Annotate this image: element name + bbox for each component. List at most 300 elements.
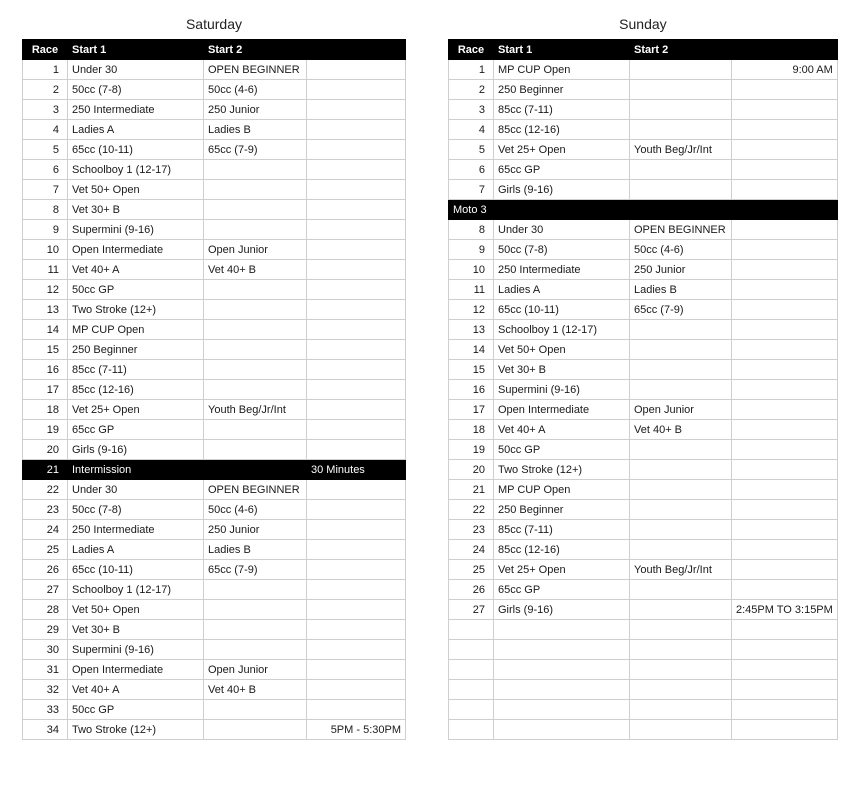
start-1-class: Open Intermediate [68,660,204,680]
time-note [732,720,838,740]
start-1-class: 50cc GP [68,280,204,300]
time-note [307,140,406,160]
race-number: 20 [23,440,68,460]
start-2-class [204,340,307,360]
race-number: 24 [23,520,68,540]
header-start-1: Start 1 [68,40,204,60]
time-note [732,140,838,160]
saturday-rows [23,60,406,740]
race-number: 14 [23,320,68,340]
start-1-class: 65cc GP [494,160,630,180]
start-1-class: Under 30 [68,60,204,80]
table-row [23,480,406,500]
race-number: 10 [23,240,68,260]
race-number: 20 [449,460,494,480]
table-row [23,280,406,300]
time-note [307,540,406,560]
table-row [23,120,406,140]
start-2-class [204,600,307,620]
start-1-class: 50cc GP [68,700,204,720]
time-note [732,160,838,180]
start-2-class: OPEN BEGINNER [204,480,307,500]
time-note [307,340,406,360]
table-row [23,680,406,700]
time-note [732,320,838,340]
time-note [732,340,838,360]
start-1-class [494,660,630,680]
table-row [23,220,406,240]
start-1-class [494,720,630,740]
time-note [732,220,838,240]
table-row [23,160,406,180]
time-note [307,620,406,640]
race-number: 4 [449,120,494,140]
start-2-class [630,620,732,640]
time-note [732,440,838,460]
start-2-class [630,580,732,600]
start-2-class [630,600,732,620]
start-2-class [204,280,307,300]
start-1-class: 65cc (10-11) [494,300,630,320]
start-1-class: Open Intermediate [494,400,630,420]
time-note [307,280,406,300]
start-2-class [630,680,732,700]
race-number: 13 [449,320,494,340]
start-1-class: Vet 30+ B [68,200,204,220]
table-row [23,420,406,440]
table-row [449,120,838,140]
race-number: 26 [23,560,68,580]
start-1-class [494,700,630,720]
time-note: 5PM - 5:30PM [307,720,406,740]
time-note [732,180,838,200]
start-2-class: 250 Junior [204,520,307,540]
start-2-class: Vet 40+ B [204,260,307,280]
table-row [449,140,838,160]
table-row [449,380,838,400]
time-note [732,560,838,580]
time-note [307,500,406,520]
header-start-2: Start 2 [630,40,732,60]
start-1-class: Vet 25+ Open [68,400,204,420]
race-number: 15 [23,340,68,360]
time-note [307,120,406,140]
race-number: 5 [23,140,68,160]
race-number: 2 [23,80,68,100]
time-note [307,200,406,220]
start-2-class [204,320,307,340]
time-note [307,240,406,260]
start-2-class: Ladies B [204,540,307,560]
start-1-class: 85cc (7-11) [494,520,630,540]
time-note [732,240,838,260]
time-note [732,380,838,400]
start-2-class: 65cc (7-9) [204,560,307,580]
start-2-class: Ladies B [630,280,732,300]
start-2-class: Vet 40+ B [204,680,307,700]
table-row [449,700,838,720]
race-number: 31 [23,660,68,680]
table-row [449,180,838,200]
start-1-class: Girls (9-16) [494,600,630,620]
table-row [449,80,838,100]
start-1-class: 50cc (7-8) [68,80,204,100]
start-2-class [630,160,732,180]
start-1-class: MP CUP Open [68,320,204,340]
time-note [732,620,838,640]
start-1-class: Two Stroke (12+) [494,460,630,480]
start-2-class: OPEN BEGINNER [204,60,307,80]
time-note [732,660,838,680]
time-note [732,280,838,300]
table-row [449,660,838,680]
table-row [23,240,406,260]
table-row [23,440,406,460]
time-note [732,540,838,560]
start-1-class: 250 Intermediate [494,260,630,280]
time-note [307,80,406,100]
time-note [307,220,406,240]
time-note [732,420,838,440]
race-number: 14 [449,340,494,360]
start-2-class [204,460,307,480]
time-note [732,100,838,120]
start-2-class [630,80,732,100]
table-row [449,220,838,240]
start-1-class: Vet 40+ A [68,260,204,280]
start-1-class: 85cc (7-11) [68,360,204,380]
table-row [23,300,406,320]
table-row [23,180,406,200]
start-1-class [494,200,630,220]
table-row [449,620,838,640]
header-race: Race [449,40,494,60]
table-row [449,560,838,580]
race-number: 18 [449,420,494,440]
table-row [23,360,406,380]
table-row [23,620,406,640]
start-2-class [630,120,732,140]
start-1-class: MP CUP Open [494,60,630,80]
time-note [732,480,838,500]
table-row [449,100,838,120]
table-row [449,300,838,320]
table-row [23,320,406,340]
start-1-class: Girls (9-16) [494,180,630,200]
race-number [449,700,494,720]
table-row [23,660,406,680]
table-row [449,340,838,360]
start-1-class: Ladies A [68,120,204,140]
table-row [23,640,406,660]
race-number: 12 [23,280,68,300]
header-start-2: Start 2 [204,40,307,60]
start-1-class: Vet 25+ Open [494,140,630,160]
race-number: 25 [449,560,494,580]
time-note [307,520,406,540]
start-2-class [204,700,307,720]
table-row [449,160,838,180]
race-number: 13 [23,300,68,320]
start-1-class: 250 Beginner [494,500,630,520]
race-number: 17 [23,380,68,400]
table-row [23,700,406,720]
start-1-class: Two Stroke (12+) [68,720,204,740]
race-number: 24 [449,540,494,560]
sunday-rows [449,60,838,740]
table-row [449,280,838,300]
time-note [732,400,838,420]
time-note [732,300,838,320]
start-2-class: Open Junior [630,400,732,420]
start-2-class [630,700,732,720]
start-1-class: 50cc (7-8) [68,500,204,520]
time-note [732,260,838,280]
table-row [449,500,838,520]
start-1-class: Open Intermediate [68,240,204,260]
start-2-class [630,520,732,540]
race-number: 9 [23,220,68,240]
race-number: 6 [449,160,494,180]
race-number: 27 [449,600,494,620]
time-note [307,400,406,420]
start-2-class [204,200,307,220]
time-note [307,600,406,620]
race-number: 27 [23,580,68,600]
race-number: 16 [23,360,68,380]
race-number: 16 [449,380,494,400]
race-number [449,640,494,660]
start-1-class: MP CUP Open [494,480,630,500]
table-row [449,440,838,460]
start-1-class: Ladies A [494,280,630,300]
race-number: 10 [449,260,494,280]
race-number: 34 [23,720,68,740]
start-2-class [204,420,307,440]
time-note [307,580,406,600]
table-row [449,460,838,480]
race-number: Moto 3 [449,200,494,220]
start-1-class [494,620,630,640]
sunday-schedule-table [448,39,838,740]
table-row [449,240,838,260]
start-2-class: 250 Junior [630,260,732,280]
race-number: 12 [449,300,494,320]
table-row [449,640,838,660]
start-1-class: Vet 30+ B [494,360,630,380]
time-note [307,300,406,320]
start-1-class: Vet 50+ Open [68,600,204,620]
time-note: 9:00 AM [732,60,838,80]
table-row [23,100,406,120]
start-2-class [630,320,732,340]
time-note [732,500,838,520]
time-note [732,640,838,660]
start-1-class [494,680,630,700]
race-number: 3 [23,100,68,120]
table-row [23,560,406,580]
race-number: 8 [23,200,68,220]
time-note [732,520,838,540]
time-note [732,200,838,220]
table-header-row [449,40,838,60]
time-note [307,100,406,120]
section-row [23,460,406,480]
table-row [23,580,406,600]
start-1-class: 85cc (7-11) [494,100,630,120]
saturday-title: Saturday [185,16,243,32]
start-2-class: OPEN BEGINNER [630,220,732,240]
header-start-1: Start 1 [494,40,630,60]
start-2-class: Open Junior [204,240,307,260]
race-number: 26 [449,580,494,600]
start-1-class: 85cc (12-16) [494,540,630,560]
race-number: 32 [23,680,68,700]
race-number: 11 [449,280,494,300]
sunday-title: Sunday [619,16,667,32]
time-note [307,680,406,700]
start-1-class: Under 30 [68,480,204,500]
table-row [23,600,406,620]
time-note [307,380,406,400]
table-row [449,60,838,80]
time-note [732,80,838,100]
start-2-class [204,620,307,640]
time-note [307,660,406,680]
table-row [449,600,838,620]
start-1-class: Two Stroke (12+) [68,300,204,320]
time-note [307,180,406,200]
start-2-class [630,360,732,380]
time-note [307,260,406,280]
start-2-class: Youth Beg/Jr/Int [630,560,732,580]
start-2-class [204,380,307,400]
race-number: 7 [449,180,494,200]
saturday-schedule-table [22,39,406,740]
start-1-class: 50cc (7-8) [494,240,630,260]
race-number: 6 [23,160,68,180]
start-1-class: Supermini (9-16) [68,220,204,240]
start-2-class [204,640,307,660]
section-row [449,200,838,220]
start-2-class [204,720,307,740]
start-2-class [630,100,732,120]
race-number: 3 [449,100,494,120]
start-1-class: 250 Intermediate [68,520,204,540]
table-row [23,400,406,420]
time-note [307,700,406,720]
time-note [732,680,838,700]
race-number: 22 [449,500,494,520]
start-2-class [630,180,732,200]
start-2-class: Youth Beg/Jr/Int [630,140,732,160]
time-note [732,460,838,480]
time-note [307,420,406,440]
start-2-class: Open Junior [204,660,307,680]
start-1-class: Supermini (9-16) [68,640,204,660]
race-number: 23 [23,500,68,520]
race-number: 2 [449,80,494,100]
start-2-class: 65cc (7-9) [204,140,307,160]
time-note [307,480,406,500]
start-2-class: 50cc (4-6) [204,80,307,100]
race-number: 22 [23,480,68,500]
start-1-class: 65cc GP [68,420,204,440]
sunday-panel [448,14,838,740]
start-2-class [630,380,732,400]
start-1-class: 50cc GP [494,440,630,460]
start-2-class: Youth Beg/Jr/Int [204,400,307,420]
start-1-class: 65cc GP [494,580,630,600]
start-2-class [630,500,732,520]
race-number: 29 [23,620,68,640]
start-1-class: Girls (9-16) [68,440,204,460]
race-number: 28 [23,600,68,620]
time-note [307,60,406,80]
race-number [449,620,494,640]
race-number: 25 [23,540,68,560]
table-row [23,80,406,100]
time-note [732,360,838,380]
start-2-class: 65cc (7-9) [630,300,732,320]
race-number: 19 [449,440,494,460]
race-number: 1 [23,60,68,80]
table-row [449,540,838,560]
race-number: 17 [449,400,494,420]
race-number: 9 [449,240,494,260]
start-2-class [630,480,732,500]
start-2-class: Vet 40+ B [630,420,732,440]
table-row [23,520,406,540]
start-2-class [630,540,732,560]
start-2-class [204,360,307,380]
start-1-class: Vet 30+ B [68,620,204,640]
start-1-class: Schoolboy 1 (12-17) [68,580,204,600]
race-number: 11 [23,260,68,280]
start-1-class: Vet 50+ Open [68,180,204,200]
table-row [449,580,838,600]
table-row [449,480,838,500]
start-2-class [204,160,307,180]
race-number: 19 [23,420,68,440]
race-number: 23 [449,520,494,540]
start-2-class [204,300,307,320]
time-note [307,360,406,380]
start-2-class [204,440,307,460]
start-1-class: Ladies A [68,540,204,560]
race-number [449,720,494,740]
start-2-class [630,440,732,460]
start-2-class [630,660,732,680]
time-note: 30 Minutes [307,460,406,480]
time-note [307,440,406,460]
start-1-class: Under 30 [494,220,630,240]
start-1-class: 250 Beginner [68,340,204,360]
start-1-class [494,640,630,660]
time-note [732,120,838,140]
start-2-class: Ladies B [204,120,307,140]
table-row [23,500,406,520]
table-row [23,540,406,560]
time-note [307,560,406,580]
start-1-class: 85cc (12-16) [494,120,630,140]
race-number: 8 [449,220,494,240]
start-2-class [630,460,732,480]
header-race: Race [23,40,68,60]
table-row [23,60,406,80]
race-number: 7 [23,180,68,200]
start-2-class [630,60,732,80]
